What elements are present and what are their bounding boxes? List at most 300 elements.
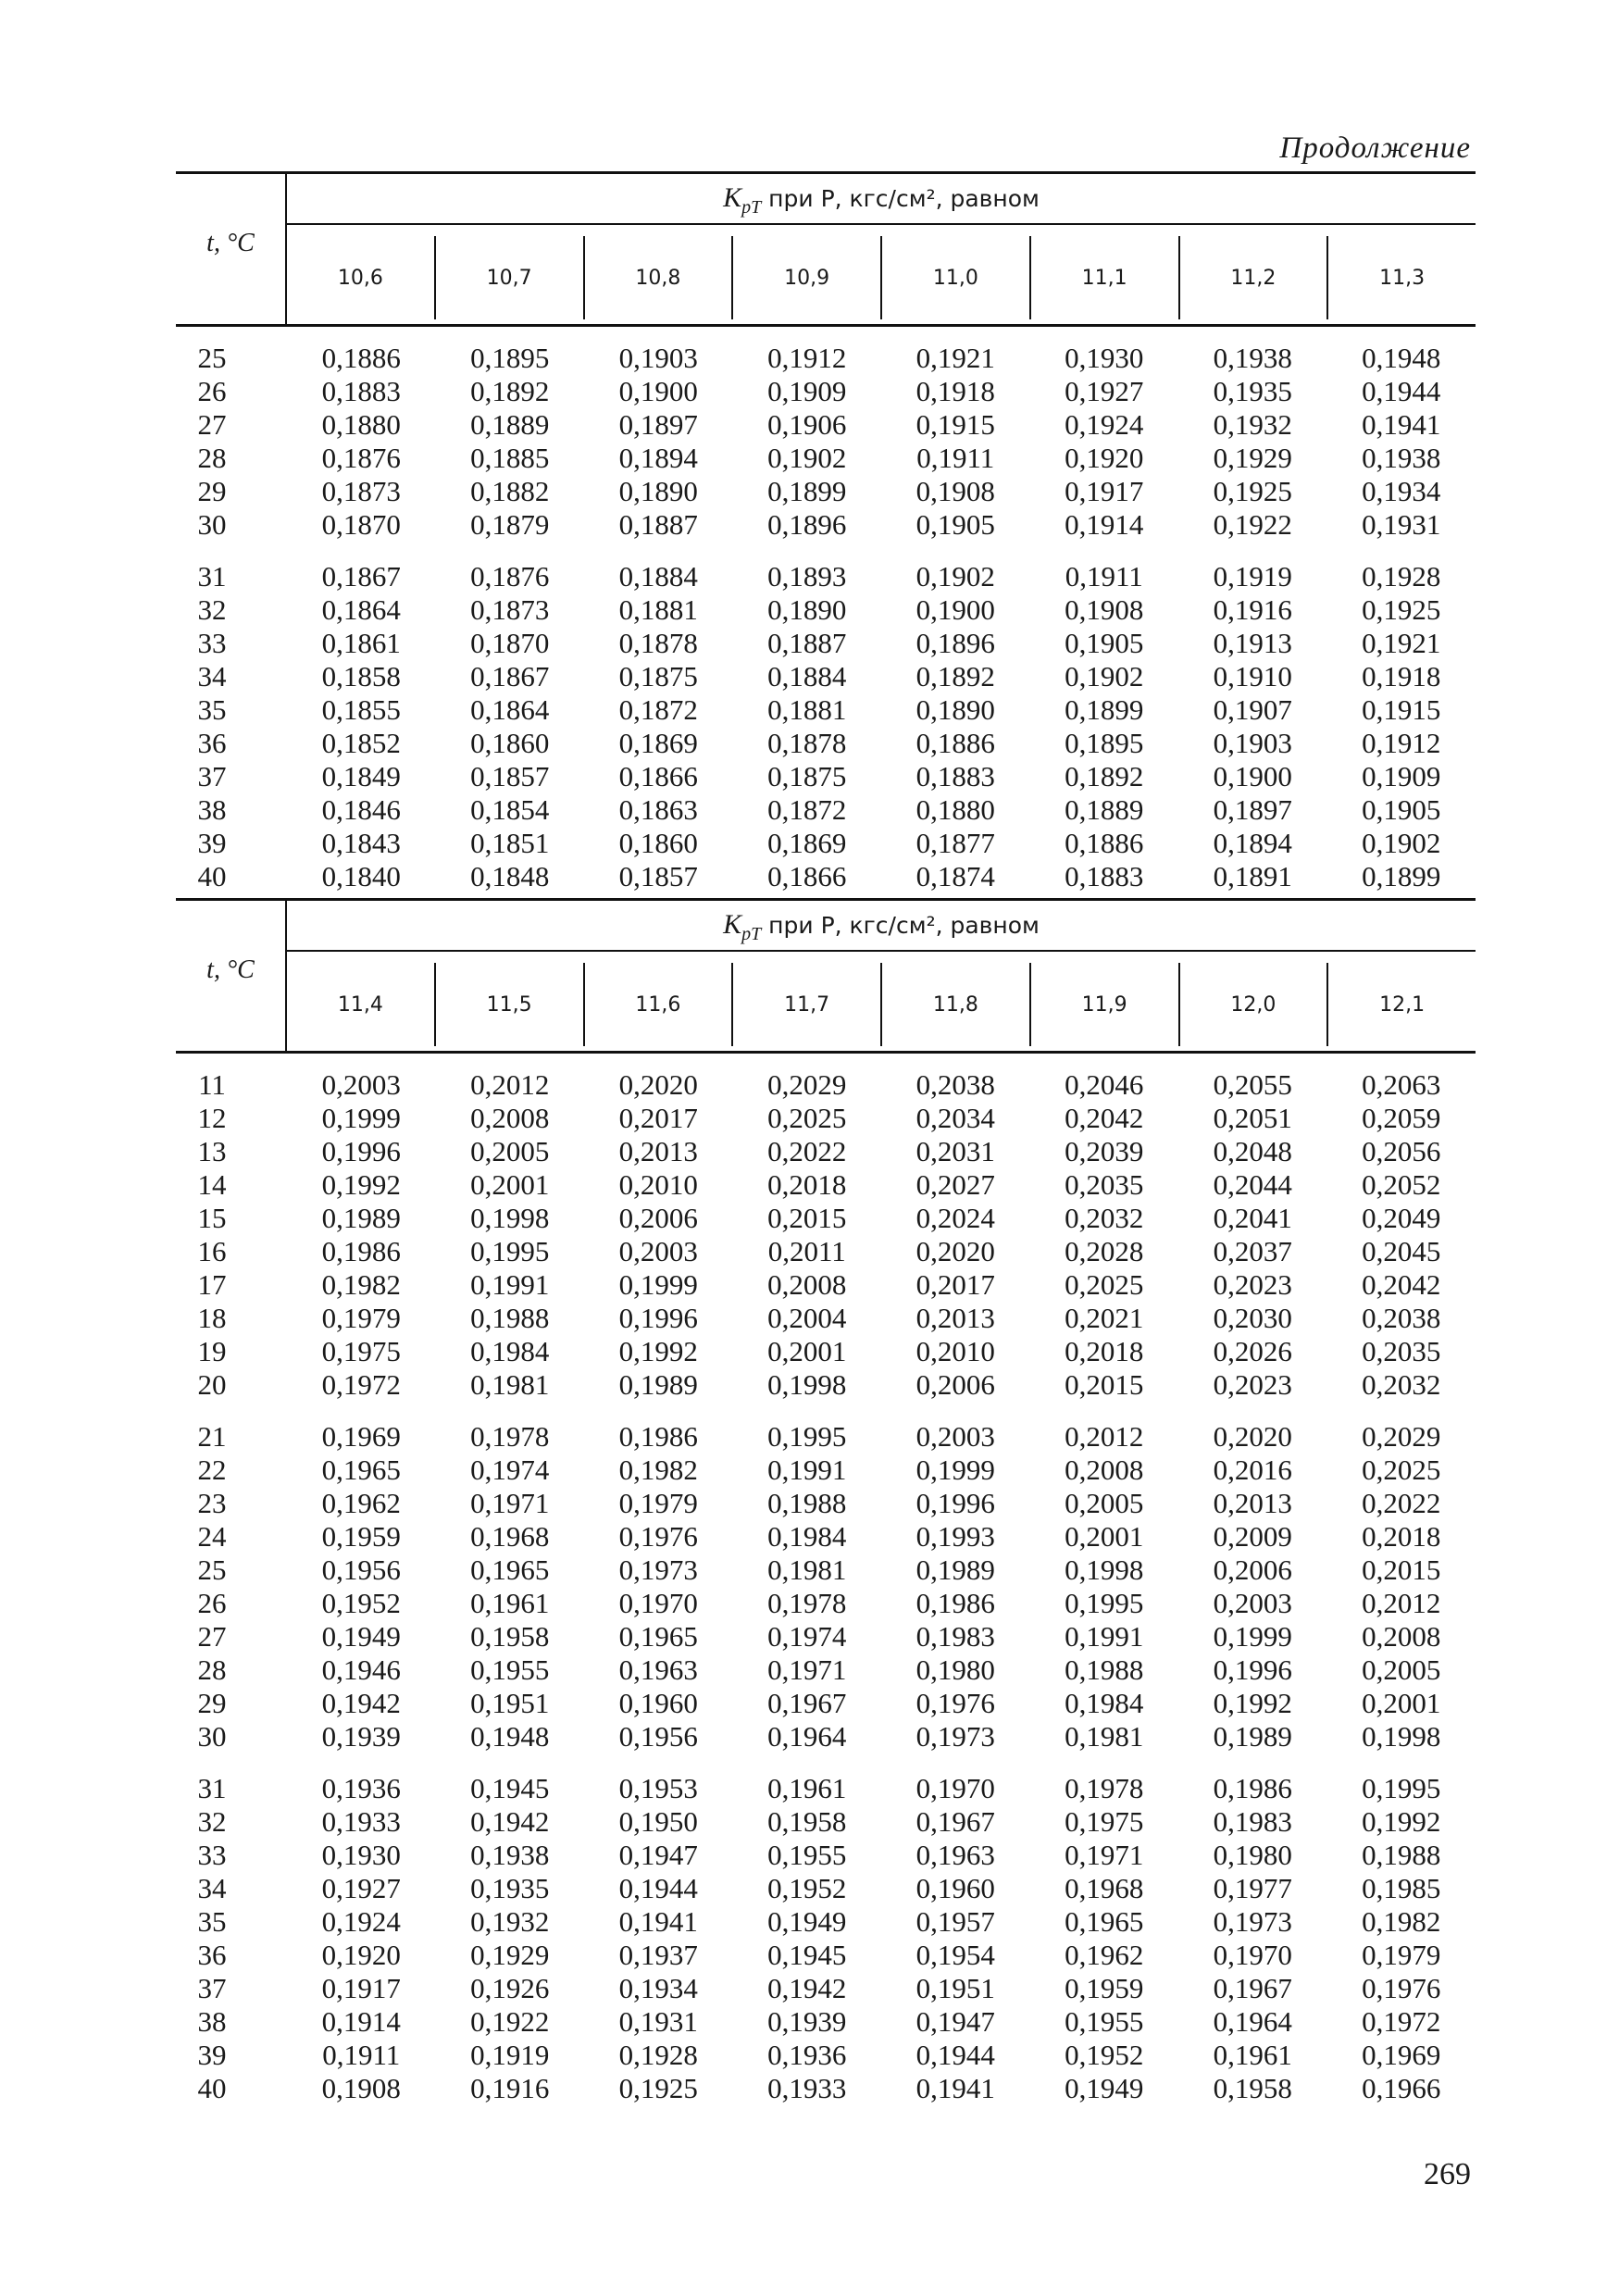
value-cell: 0,1945 (767, 1939, 847, 1971)
value-column (287, 1420, 436, 1753)
value-cell: 0,1988 (470, 1302, 550, 1334)
value-cell: 0,1982 (618, 1454, 698, 1486)
value-column (1178, 1420, 1327, 1753)
value-cell: 0,1889 (470, 408, 550, 441)
value-cell: 0,1880 (321, 408, 401, 441)
temperature-header: t, °C (206, 955, 255, 984)
value-cell: 0,2024 (915, 1202, 995, 1234)
temperature-cell: 14 (197, 1168, 227, 1201)
value-cell: 0,2008 (1065, 1454, 1144, 1486)
value-cell: 0,1900 (915, 593, 995, 626)
temperature-header: t, °C (206, 229, 255, 257)
value-cell: 0,2030 (1213, 1302, 1292, 1334)
value-cell: 0,1946 (321, 1653, 401, 1686)
value-cell: 0,1933 (767, 2072, 847, 2104)
value-cell: 0,1996 (915, 1487, 995, 1519)
value-cell: 0,2042 (1362, 1268, 1441, 1301)
value-column (584, 342, 733, 542)
temperature-cell: 15 (197, 1202, 227, 1234)
value-cell: 0,1872 (767, 793, 847, 826)
value-column (436, 1772, 585, 2105)
value-cell: 0,1964 (1213, 2005, 1292, 2038)
value-cell: 0,1952 (321, 1587, 401, 1619)
value-cell: 0,1974 (470, 1454, 550, 1486)
value-cell: 0,1959 (1065, 1972, 1144, 2004)
value-cell: 0,2012 (1362, 1587, 1441, 1619)
value-cell: 0,1893 (767, 560, 847, 593)
temperature-cell: 40 (197, 860, 227, 892)
value-cell: 0,1890 (618, 475, 698, 507)
temperature-cell: 25 (197, 1554, 227, 1586)
value-column (881, 342, 1030, 542)
rule-bottom (176, 324, 1476, 327)
value-cell: 0,1956 (618, 1720, 698, 1753)
value-cell: 0,1955 (470, 1653, 550, 1686)
value-cell: 0,1941 (618, 1905, 698, 1938)
value-cell: 0,2022 (1362, 1487, 1441, 1519)
value-cell: 0,1999 (321, 1102, 401, 1134)
value-cell: 0,1929 (1213, 442, 1292, 474)
value-cell: 0,1877 (915, 827, 995, 859)
value-cell: 0,1915 (1362, 693, 1441, 726)
temperature-cell: 16 (197, 1235, 227, 1267)
temperature-cell: 36 (197, 1939, 227, 1971)
value-cell: 0,1922 (470, 2005, 550, 2038)
value-cell: 0,1988 (767, 1487, 847, 1519)
value-cell: 0,2035 (1362, 1335, 1441, 1367)
table-title (287, 909, 1476, 945)
value-cell: 0,1970 (1213, 1939, 1292, 1971)
value-cell: 0,1999 (618, 1268, 698, 1301)
value-cell: 0,1864 (321, 593, 401, 626)
value-cell: 0,2015 (767, 1202, 847, 1234)
value-cell: 0,2020 (1213, 1420, 1292, 1453)
value-cell: 0,1992 (1213, 1687, 1292, 1719)
value-column (584, 560, 733, 893)
value-cell: 0,1931 (1362, 508, 1441, 541)
value-columns (287, 560, 1476, 893)
value-cell: 0,1993 (915, 1520, 995, 1553)
value-cell: 0,2001 (767, 1335, 847, 1367)
value-cell: 0,1925 (1362, 593, 1441, 626)
value-cell: 0,1992 (321, 1168, 401, 1201)
value-cell: 0,2026 (1213, 1335, 1292, 1367)
value-cell: 0,1962 (1065, 1939, 1144, 1971)
value-cell: 0,1982 (321, 1268, 401, 1301)
value-cell: 0,1992 (1362, 1805, 1441, 1838)
value-cell: 0,2020 (915, 1235, 995, 1267)
pressure-header: 12,1 (1326, 963, 1476, 1046)
value-cell: 0,1840 (321, 860, 401, 892)
value-cell: 0,1999 (1213, 1620, 1292, 1653)
value-cell: 0,1866 (618, 760, 698, 792)
value-cell: 0,1971 (1065, 1839, 1144, 1871)
value-cell: 0,1962 (321, 1487, 401, 1519)
value-cell: 0,1929 (470, 1939, 550, 1971)
pressure-headers (287, 963, 1476, 1046)
value-column (1178, 560, 1327, 893)
temperature-column (176, 560, 285, 893)
value-cell: 0,1951 (915, 1972, 995, 2004)
value-cell: 0,2042 (1065, 1102, 1144, 1134)
value-cell: 0,1883 (321, 375, 401, 407)
pressure-header: 11,7 (731, 963, 880, 1046)
value-cell: 0,1884 (618, 560, 698, 593)
value-cell: 0,1892 (1065, 760, 1144, 792)
value-cell: 0,2032 (1362, 1368, 1441, 1401)
value-cell: 0,1978 (767, 1587, 847, 1619)
value-cell: 0,1936 (767, 2039, 847, 2071)
temperature-cell: 31 (197, 560, 227, 593)
value-cell: 0,1903 (618, 342, 698, 374)
value-cell: 0,1948 (470, 1720, 550, 1753)
value-cell: 0,1927 (321, 1872, 401, 1904)
temperature-cell: 33 (197, 1839, 227, 1871)
value-cell: 0,2013 (915, 1302, 995, 1334)
value-cell: 0,1916 (1213, 593, 1292, 626)
temperature-cell: 28 (197, 1653, 227, 1686)
value-cell: 0,1870 (321, 508, 401, 541)
value-cell: 0,2055 (1213, 1068, 1292, 1101)
value-column (584, 1420, 733, 1753)
temperature-cell: 38 (197, 2005, 227, 2038)
row-group (176, 560, 1476, 893)
value-cell: 0,2034 (915, 1102, 995, 1134)
value-cell: 0,1960 (915, 1872, 995, 1904)
value-cell: 0,1887 (767, 627, 847, 659)
pressure-header: 11,8 (880, 963, 1029, 1046)
value-cell: 0,1996 (618, 1302, 698, 1334)
value-cell: 0,1881 (618, 593, 698, 626)
value-cell: 0,1880 (915, 793, 995, 826)
value-cell: 0,2018 (1362, 1520, 1441, 1553)
value-cell: 0,1903 (1213, 727, 1292, 759)
value-cell: 0,1996 (321, 1135, 401, 1167)
value-cell: 0,1981 (767, 1554, 847, 1586)
value-cell: 0,1914 (1065, 508, 1144, 541)
value-cell: 0,2012 (1065, 1420, 1144, 1453)
value-cell: 0,1873 (321, 475, 401, 507)
value-cell: 0,1887 (618, 508, 698, 541)
value-cell: 0,1894 (618, 442, 698, 474)
pressure-header: 11,4 (337, 992, 383, 1017)
value-cell: 0,1984 (767, 1520, 847, 1553)
value-cell: 0,1905 (1065, 627, 1144, 659)
value-column (287, 1068, 436, 1402)
value-cell: 0,1895 (1065, 727, 1144, 759)
value-cell: 0,1899 (767, 475, 847, 507)
value-cell: 0,1942 (767, 1972, 847, 2004)
value-cell: 0,1944 (1362, 375, 1441, 407)
value-cell: 0,1899 (1362, 860, 1441, 892)
value-cell: 0,2015 (1065, 1368, 1144, 1401)
value-column (436, 560, 585, 893)
temperature-column (176, 1068, 285, 1402)
value-columns (287, 342, 1476, 542)
value-cell: 0,1913 (1213, 627, 1292, 659)
value-cell: 0,2011 (767, 1235, 846, 1267)
value-cell: 0,1995 (1362, 1772, 1441, 1804)
value-cell: 0,1978 (470, 1420, 550, 1453)
value-cell: 0,1965 (1065, 1905, 1144, 1938)
temperature-cell: 18 (197, 1302, 227, 1334)
temperature-cell: 40 (197, 2072, 227, 2104)
temperature-cell: 32 (197, 1805, 227, 1838)
value-cell: 0,2046 (1065, 1068, 1144, 1101)
value-cell: 0,1999 (915, 1454, 995, 1486)
value-cell: 0,1930 (321, 1839, 401, 1871)
value-cell: 0,1961 (1213, 2039, 1292, 2071)
value-cell: 0,1974 (767, 1620, 847, 1653)
value-cell: 0,1956 (321, 1554, 401, 1586)
temperature-cell: 21 (197, 1420, 227, 1453)
value-cell: 0,2041 (1213, 1202, 1292, 1234)
value-cell: 0,1848 (470, 860, 550, 892)
value-cell: 0,1930 (1065, 342, 1144, 374)
value-column (1030, 1772, 1179, 2105)
value-cell: 0,1979 (618, 1487, 698, 1519)
value-column (1030, 560, 1179, 893)
title-subscript: pT (741, 197, 762, 218)
rule-top (176, 898, 1476, 901)
value-cell: 0,2052 (1362, 1168, 1441, 1201)
value-cell: 0,1932 (470, 1905, 550, 1938)
value-cell: 0,1951 (470, 1687, 550, 1719)
value-cell: 0,1960 (618, 1687, 698, 1719)
value-cell: 0,1886 (1065, 827, 1144, 859)
value-cell: 0,1869 (618, 727, 698, 759)
temperature-cell: 22 (197, 1454, 227, 1486)
value-cell: 0,1978 (1065, 1772, 1144, 1804)
value-cell: 0,1917 (321, 1972, 401, 2004)
value-cell: 0,1900 (1213, 760, 1292, 792)
value-cell: 0,1897 (1213, 793, 1292, 826)
value-cell: 0,1902 (1065, 660, 1144, 693)
value-cell: 0,1899 (1065, 693, 1144, 726)
value-cell: 0,1927 (1065, 375, 1144, 407)
value-cell: 0,1981 (470, 1368, 550, 1401)
value-cell: 0,1902 (915, 560, 995, 593)
value-cell: 0,1872 (618, 693, 698, 726)
value-cell: 0,1972 (321, 1368, 401, 1401)
table-title (287, 182, 1476, 218)
value-cell: 0,1998 (1362, 1720, 1441, 1753)
kpt-table-1 (176, 171, 1476, 912)
value-cell: 0,1995 (1065, 1587, 1144, 1619)
value-cell: 0,1980 (915, 1653, 995, 1686)
value-cell: 0,1895 (470, 342, 550, 374)
value-cell: 0,1988 (1065, 1653, 1144, 1686)
value-cell: 0,1970 (915, 1772, 995, 1804)
value-cell: 0,1846 (321, 793, 401, 826)
value-column (1327, 1772, 1476, 2105)
value-cell: 0,1918 (1362, 660, 1441, 693)
value-cell: 0,1954 (915, 1939, 995, 1971)
value-cell: 0,1998 (1065, 1554, 1144, 1586)
value-cell: 0,2005 (1065, 1487, 1144, 1519)
value-cell: 0,2063 (1362, 1068, 1441, 1101)
value-cell: 0,1936 (321, 1772, 401, 1804)
pressure-headers (287, 236, 1476, 319)
value-cell: 0,1976 (915, 1687, 995, 1719)
pressure-header: 11,6 (583, 963, 732, 1046)
value-cell: 0,1906 (767, 408, 847, 441)
value-cell: 0,2005 (470, 1135, 550, 1167)
value-cell: 0,1870 (470, 627, 550, 659)
value-cell: 0,1967 (915, 1805, 995, 1838)
value-cell: 0,1910 (1213, 660, 1292, 693)
value-cell: 0,1938 (1362, 442, 1441, 474)
value-cell: 0,2031 (915, 1135, 995, 1167)
row-group (176, 342, 1476, 542)
value-cell: 0,1908 (321, 2072, 401, 2104)
value-cell: 0,1975 (321, 1335, 401, 1367)
value-cell: 0,2017 (618, 1102, 698, 1134)
temperature-cell: 29 (197, 475, 227, 507)
value-column (436, 1068, 585, 1402)
value-cell: 0,1925 (618, 2072, 698, 2104)
value-cell: 0,2017 (915, 1268, 995, 1301)
value-cell: 0,1989 (915, 1554, 995, 1586)
row-group (176, 1772, 1476, 2105)
value-column (1178, 342, 1327, 542)
value-cell: 0,1907 (1213, 693, 1292, 726)
value-cell: 0,1961 (470, 1587, 550, 1619)
value-column (733, 560, 882, 893)
value-cell: 0,2049 (1362, 1202, 1441, 1234)
value-cell: 0,1991 (1065, 1620, 1144, 1653)
value-column (1327, 1420, 1476, 1753)
value-cell: 0,2023 (1213, 1368, 1292, 1401)
value-cell: 0,2005 (1362, 1653, 1441, 1686)
value-column (436, 1420, 585, 1753)
value-column (1327, 1068, 1476, 1402)
pressure-header: 10,9 (731, 236, 880, 319)
value-cell: 0,1989 (1213, 1720, 1292, 1753)
value-cell: 0,1860 (470, 727, 550, 759)
value-cell: 0,2037 (1213, 1235, 1292, 1267)
value-cell: 0,1920 (1065, 442, 1144, 474)
value-cell: 0,1971 (767, 1653, 847, 1686)
value-cell: 0,2025 (1065, 1268, 1144, 1301)
value-cell: 0,1911 (1065, 560, 1143, 593)
value-cell: 0,2003 (618, 1235, 698, 1267)
value-cell: 0,1958 (1213, 2072, 1292, 2104)
value-column (287, 560, 436, 893)
value-cell: 0,1933 (321, 1805, 401, 1838)
value-cell: 0,2038 (1362, 1302, 1441, 1334)
value-column (881, 1420, 1030, 1753)
temperature-cell: 17 (197, 1268, 227, 1301)
value-column (584, 1068, 733, 1402)
value-column (881, 1068, 1030, 1402)
value-cell: 0,2032 (1065, 1202, 1144, 1234)
value-cell: 0,1939 (767, 2005, 847, 2038)
value-cell: 0,2022 (767, 1135, 847, 1167)
temperature-cell: 23 (197, 1487, 227, 1519)
value-cell: 0,1909 (1362, 760, 1441, 792)
value-cell: 0,1966 (1362, 2072, 1441, 2104)
value-column (733, 1068, 882, 1402)
value-cell: 0,2008 (1362, 1620, 1441, 1653)
value-cell: 0,1973 (618, 1554, 698, 1586)
value-cell: 0,1867 (321, 560, 401, 593)
value-cell: 0,1996 (1213, 1653, 1292, 1686)
value-cell: 0,1890 (915, 693, 995, 726)
value-cell: 0,2012 (470, 1068, 550, 1101)
value-cell: 0,1983 (915, 1620, 995, 1653)
value-column (436, 342, 585, 542)
value-cell: 0,1874 (915, 860, 995, 892)
page-number: 269 (1424, 2157, 1471, 2191)
value-cell: 0,1867 (470, 660, 550, 693)
temperature-column (176, 342, 285, 542)
value-column (1327, 342, 1476, 542)
value-cell: 0,2035 (1065, 1168, 1144, 1201)
value-cell: 0,1939 (321, 1720, 401, 1753)
table-body (176, 1054, 1476, 2105)
value-cell: 0,1866 (767, 860, 847, 892)
pressure-header: 11,1 (1029, 236, 1178, 319)
value-cell: 0,2001 (470, 1168, 550, 1201)
value-cell: 0,2029 (1362, 1420, 1441, 1453)
temperature-cell: 36 (197, 727, 227, 759)
value-cell: 0,1949 (767, 1905, 847, 1938)
value-cell: 0,1981 (1065, 1720, 1144, 1753)
value-cell: 0,1986 (915, 1587, 995, 1619)
value-cell: 0,1957 (915, 1905, 995, 1938)
kpt-table-2 (176, 898, 1476, 2124)
value-cell: 0,2004 (767, 1302, 847, 1334)
value-cell: 0,2059 (1362, 1102, 1441, 1134)
value-cell: 0,1991 (470, 1268, 550, 1301)
value-cell: 0,1876 (321, 442, 401, 474)
value-column (733, 1420, 882, 1753)
value-cell: 0,2051 (1213, 1102, 1292, 1134)
value-columns (287, 1068, 1476, 1402)
value-cell: 0,1967 (1213, 1972, 1292, 2004)
temperature-cell: 30 (197, 1720, 227, 1753)
value-cell: 0,1984 (1065, 1687, 1144, 1719)
value-cell: 0,1941 (915, 2072, 995, 2104)
value-cell: 0,2013 (1213, 1487, 1292, 1519)
value-cell: 0,1984 (470, 1335, 550, 1367)
temperature-cell: 24 (197, 1520, 227, 1553)
value-cell: 0,2001 (1065, 1520, 1144, 1553)
value-column (1327, 560, 1476, 893)
value-column (584, 1772, 733, 2105)
value-column (733, 342, 882, 542)
value-cell: 0,1958 (470, 1620, 550, 1653)
value-cell: 0,2028 (1065, 1235, 1144, 1267)
value-cell: 0,1908 (1065, 593, 1144, 626)
value-cell: 0,1928 (618, 2039, 698, 2071)
value-cell: 0,1921 (915, 342, 995, 374)
value-cell: 0,1875 (767, 760, 847, 792)
value-cell: 0,1988 (1362, 1839, 1441, 1871)
value-cell: 0,2038 (915, 1068, 995, 1101)
value-cell: 0,1959 (321, 1520, 401, 1553)
pressure-header: 10,6 (337, 266, 383, 290)
value-cell: 0,1857 (470, 760, 550, 792)
value-cell: 0,2003 (915, 1420, 995, 1453)
value-cell: 0,1916 (470, 2072, 550, 2104)
title-subscript: pT (741, 924, 762, 944)
value-cell: 0,1889 (1065, 793, 1144, 826)
pressure-header: 11,5 (434, 963, 583, 1046)
value-cell: 0,1882 (470, 475, 550, 507)
value-cell: 0,1944 (915, 2039, 995, 2071)
